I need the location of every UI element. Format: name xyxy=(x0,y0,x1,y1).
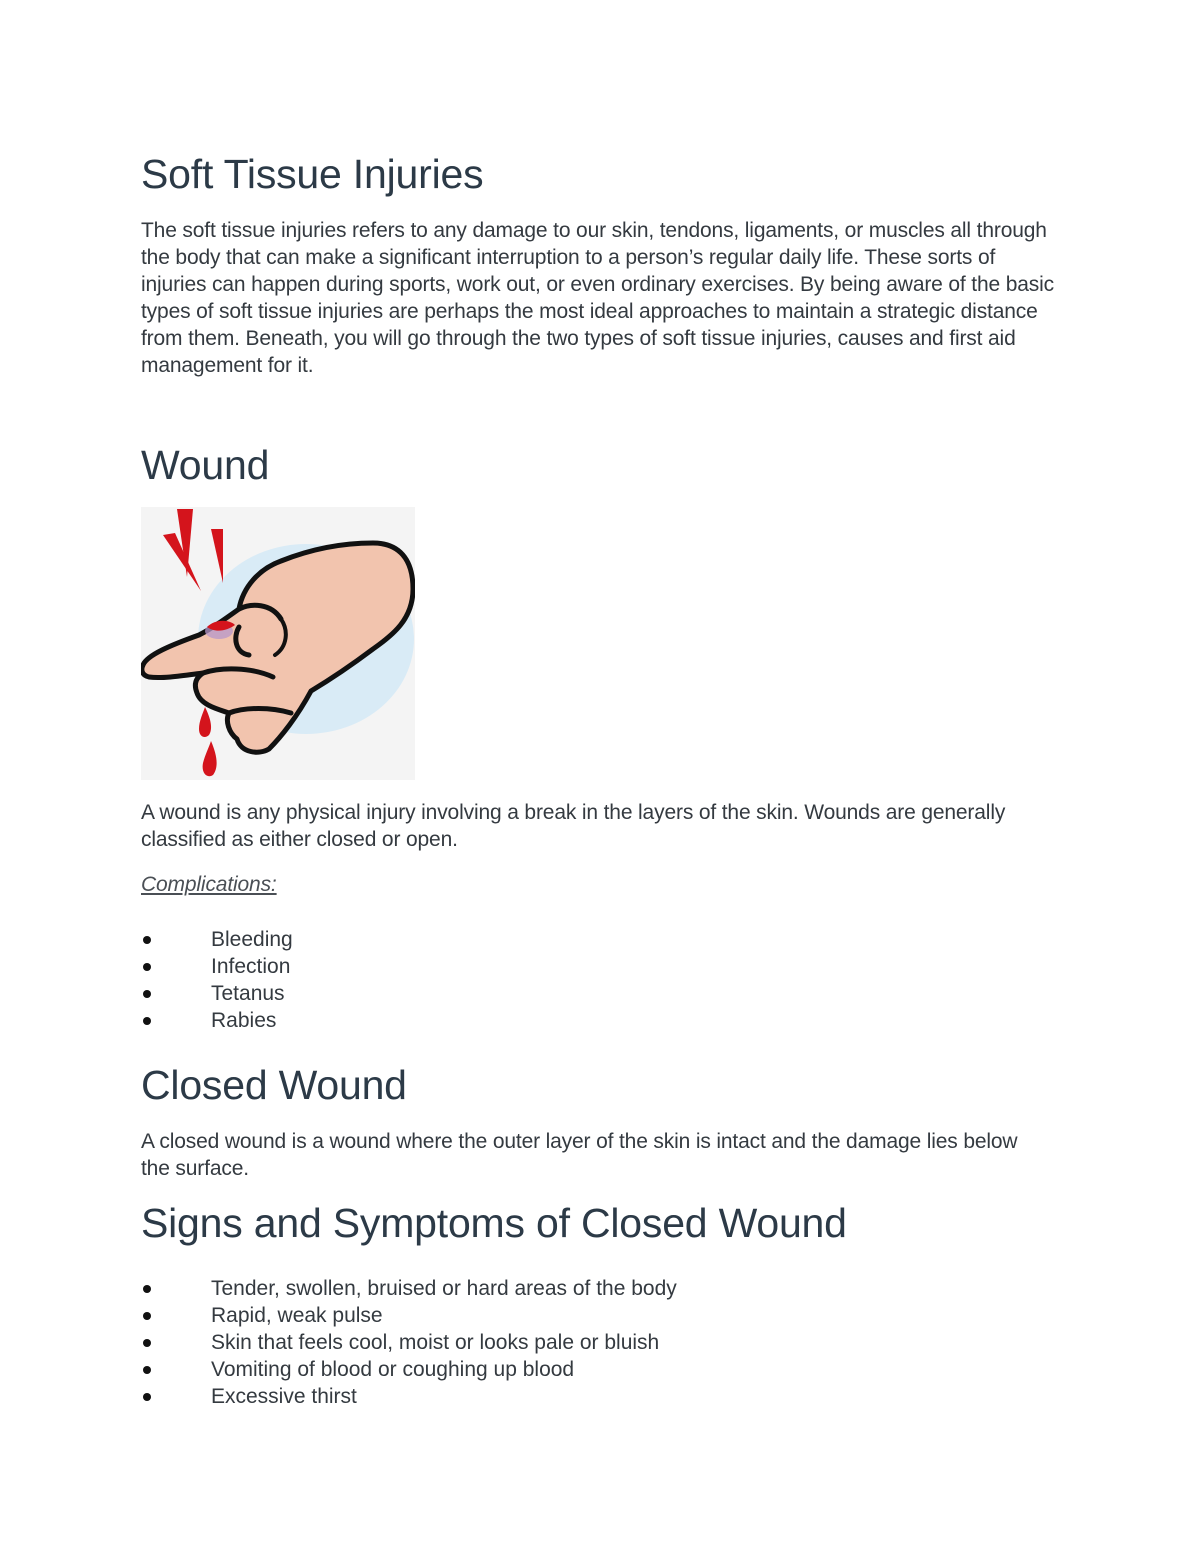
list-item: Rapid, weak pulse xyxy=(141,1302,677,1329)
bullet-icon xyxy=(143,936,151,944)
signs-heading: Signs and Symptoms of Closed Wound xyxy=(141,1200,847,1246)
list-item: Tetanus xyxy=(141,980,293,1007)
list-item: Excessive thirst xyxy=(141,1383,677,1410)
bullet-icon xyxy=(143,963,151,971)
bleeding-finger-illustration xyxy=(141,507,415,780)
list-item: Rabies xyxy=(141,1007,293,1034)
closed-wound-description: A closed wound is a wound where the outer layer of the skin is intact and the damage lies below the surface. xyxy=(141,1130,1018,1180)
list-item: Skin that feels cool, moist or looks pale or bluish xyxy=(141,1329,677,1356)
wound-description: A wound is any physical injury involving a break in the layers of the skin. Wounds are generally classified as either closed or open. xyxy=(141,801,1006,851)
list-item: Infection xyxy=(141,953,293,980)
complications-label: Complications: xyxy=(141,873,277,896)
list-item: Vomiting of blood or coughing up blood xyxy=(141,1356,677,1383)
bullet-icon xyxy=(143,1285,151,1293)
closed-wound-heading: Closed Wound xyxy=(141,1062,407,1108)
complications-list xyxy=(141,926,293,1034)
intro-paragraph: The soft tissue injuries refers to any damage to our skin, tendons, ligaments, or muscles all through the body that can make a significant interruption to a person’s regular daily life. These sorts of injuries can happen during sports, work out, or even ordinary exercises. By being aware of the basic types of soft tissue injuries are perhaps the most ideal approaches to maintain a strategic distance from them. Beneath, you will go through the two types of soft tissue injuries, causes and first aid management for it. xyxy=(141,219,1054,377)
list-item: Tender, swollen, bruised or hard areas of the body xyxy=(141,1275,677,1302)
bullet-icon xyxy=(143,1366,151,1374)
signs-list xyxy=(141,1275,677,1410)
bleeding-finger-icon xyxy=(141,507,415,780)
bullet-icon xyxy=(143,1339,151,1347)
page-title: Soft Tissue Injuries xyxy=(141,151,484,197)
list-item: Bleeding xyxy=(141,926,293,953)
bullet-icon xyxy=(143,1312,151,1320)
bullet-icon xyxy=(143,1393,151,1401)
bullet-icon xyxy=(143,990,151,998)
bullet-icon xyxy=(143,1017,151,1025)
wound-heading: Wound xyxy=(141,442,270,488)
